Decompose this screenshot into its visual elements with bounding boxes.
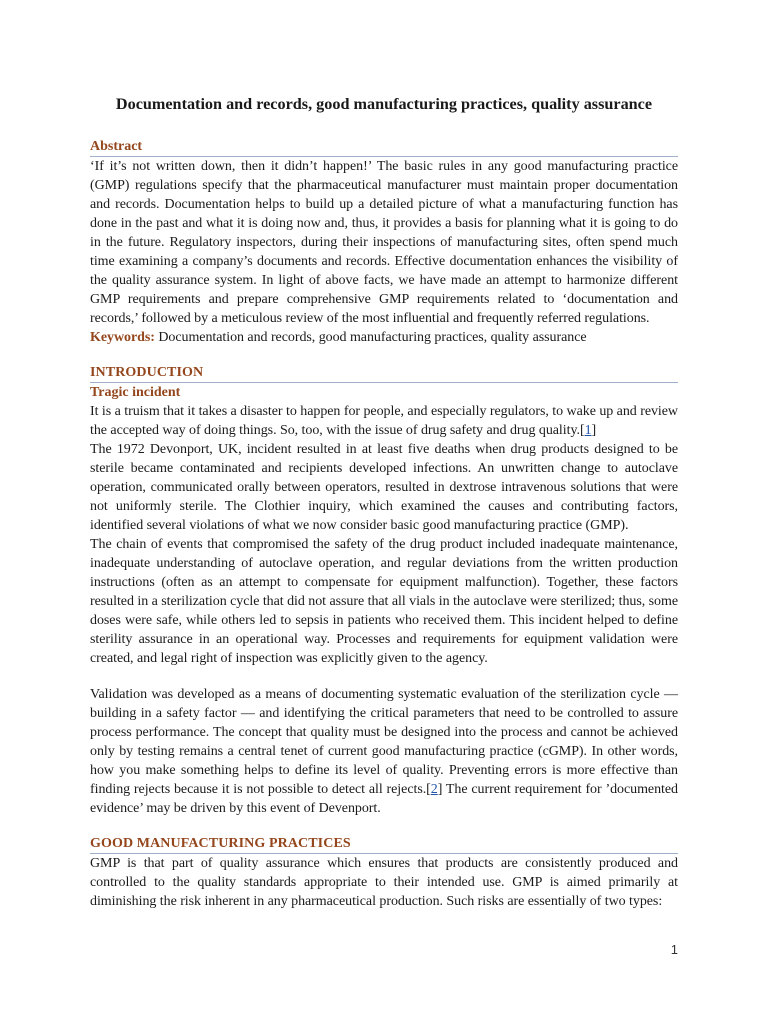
gmp-section <box>90 835 678 911</box>
intro-paragraph-2: The 1972 Devonport, UK, incident resulted in at least five deaths when drug products designed to be sterile became contaminated and recipients developed infections. An unwritten change to autoclave operation, communicated orally between operators, resulted in dextrose intravenous solutions that were not uniformly sterile. The Clothier inquiry, which examined the causes and contributing factors, identified several violations of what we now consider basic good manufacturing practice (GMP). <box>90 442 678 533</box>
abstract-body: ‘If it’s not written down, then it didn’t happen!’ The basic rules in any good manufacturing practice (GMP) regulations specify that the pharmaceutical manufacturer must maintain proper documentation and records. Documentation helps to build up a detailed picture of what a manufacturing function has done in the past and what it is doing now and, thus, it provides a basis for planning what it is going to do in the future. Regulatory inspectors, during their inspections of manufacturing sites, often spend much time examining a company’s documents and records. Effective documentation enhances the visibility of the quality assurance system. In light of above facts, we have made an attempt to harmonize different GMP requirements and prepare comprehensive GMP requirements related to ‘documentation and records,’ followed by a meticulous review of the most influential and frequently referred regulations. <box>90 159 678 326</box>
gmp-heading: GOOD MANUFACTURING PRACTICES <box>90 835 678 854</box>
gmp-paragraph-1: GMP is that part of quality assurance which ensures that products are consistently produced and controlled to the quality standards appropriate to their intended use. GMP is aimed primarily at diminishing the risk inherent in any pharmaceutical production. Such risks are essentially of two types: <box>90 856 678 909</box>
keywords-label: Keywords: <box>90 330 155 345</box>
introduction-heading: INTRODUCTION <box>90 364 678 383</box>
intro-paragraph-4 <box>90 685 678 818</box>
intro-paragraph-4-text: Validation was developed as a means of documenting systematic evaluation of the sterilization cycle — building in a safety factor — and identifying the critical parameters that need to be controlled to assure process performance. The concept that quality must be designed into the process and cannot be achieved only by testing remains a central tenet of current good manufacturing practice (cGMP). In other words, how you make something helps to define its level of quality. Preventing errors is more effective than finding rejects because it is not possible to detect all rejects.[ <box>90 687 678 797</box>
keywords-line <box>90 328 678 347</box>
intro-paragraph-3: The chain of events that compromised the safety of the drug product included inadequate maintenance, inadequate understanding of autoclave operation, and regular deviations from the written production instructions (often as an attempt to compensate for equipment malfunction). Together, these factors resulted in a sterilization cycle that did not assure that all vials in the autoclave were sterilized; thus, some doses were safe, while others led to sepsis in patients who received them. This incident helped to define sterility assurance in an operational way. Processes and requirements for equipment validation were created, and legal right of inspection was explicitly given to the agency. <box>90 537 678 666</box>
document-page <box>90 94 678 911</box>
reference-link-1[interactable]: 1 <box>584 423 592 438</box>
abstract-heading: Abstract <box>90 138 678 157</box>
intro-paragraph-1 <box>90 402 678 440</box>
introduction-section <box>90 364 678 818</box>
reference-link-2[interactable]: 2 <box>430 782 438 797</box>
intro-paragraph-4-end: ] The current requirement for ’documented evidence’ may be driven by this event of Devenport. <box>90 782 678 816</box>
keywords-text: Documentation and records, good manufacturing practices, quality assurance <box>154 330 587 345</box>
document-title: Documentation and records, good manufacturing practices, quality assurance <box>115 95 653 113</box>
tragic-incident-subheading: Tragic incident <box>90 385 181 400</box>
abstract-section <box>90 138 678 347</box>
page-number: 1 <box>670 942 678 957</box>
intro-paragraph-1-end: ] <box>591 423 597 438</box>
intro-paragraph-1-text: It is a truism that it takes a disaster to happen for people, and especially regulators, to wake up and review the accepted way of doing things. So, too, with the issue of drug safety and drug quality.[ <box>90 404 678 438</box>
